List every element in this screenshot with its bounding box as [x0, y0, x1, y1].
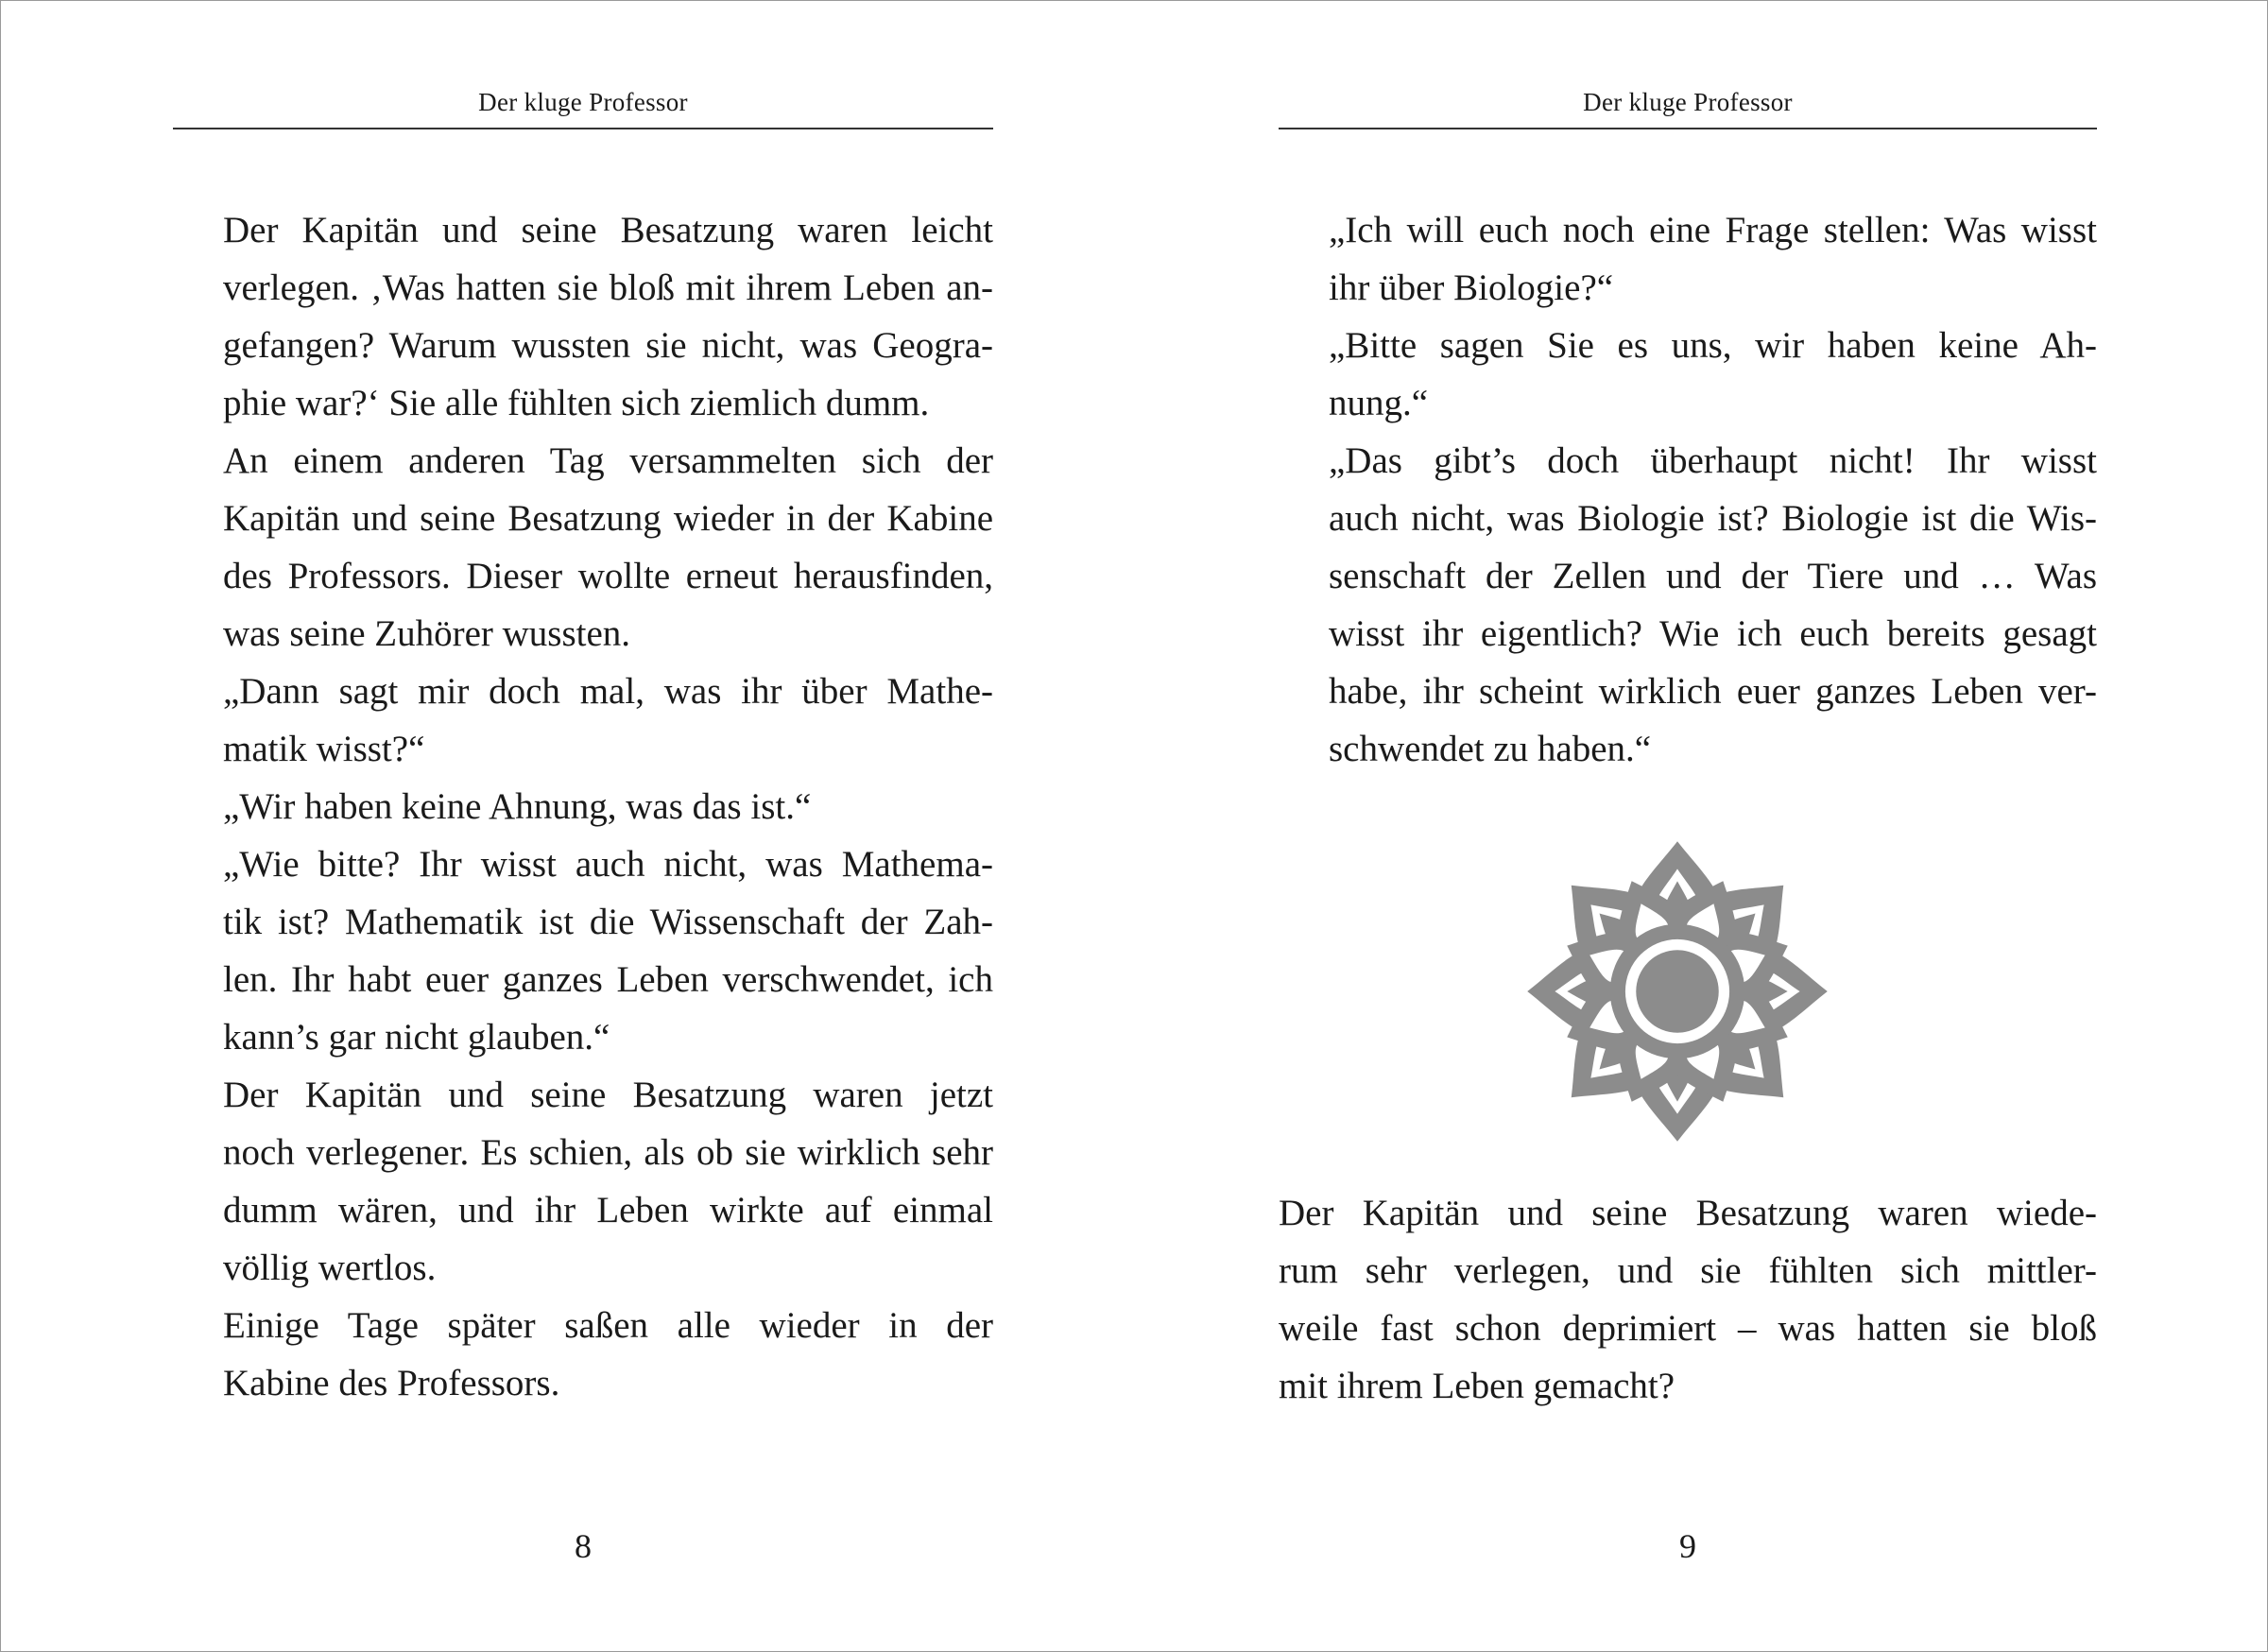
header-rule	[173, 128, 993, 129]
text-line: völlig wertlos.	[223, 1248, 437, 1288]
text-line: „Dann sagt mir doch mal, was ihr über Mathe-	[223, 671, 993, 712]
paragraph	[1279, 201, 2097, 317]
paragraph	[173, 835, 993, 1066]
text-line: Kapitän und seine Besatzung wieder in der Kabine	[223, 498, 993, 539]
text-line: matik wisst?“	[223, 729, 425, 769]
paragraph	[173, 201, 993, 432]
text-line: „Wir haben keine Ahnung, was das ist.“	[223, 786, 812, 827]
closing-paragraph	[1279, 1184, 2097, 1415]
text-line: Kabine des Professors.	[223, 1363, 560, 1403]
paragraph	[173, 432, 993, 663]
text-line: kann’s gar nicht glauben.“	[223, 1017, 610, 1058]
center-disc	[1636, 950, 1718, 1032]
text-line: auch nicht, was Biologie ist? Biologie ist die Wis-	[1329, 498, 2097, 539]
paragraph	[173, 1297, 993, 1412]
header-rule	[1279, 128, 2097, 129]
text-line: dumm wären, und ihr Leben wirkte auf einmal	[223, 1190, 993, 1230]
right-page	[1279, 1, 2097, 1651]
text-line: Der Kapitän und seine Besatzung waren wiede-	[1279, 1193, 2097, 1233]
text-line: mit ihrem Leben gemacht?	[1279, 1366, 1675, 1406]
left-body-text	[173, 201, 993, 1412]
lotus-flower-ornament-icon	[1524, 838, 1830, 1144]
page-number: 8	[575, 1527, 592, 1565]
text-line: was seine Zuhörer wussten.	[223, 613, 631, 654]
text-line: weile fast schon deprimiert – was hatten sie bloß	[1279, 1308, 2097, 1349]
text-line: „Das gibt’s doch überhaupt nicht! Ihr wisst	[1329, 440, 2097, 481]
lotus-flower-svg	[1524, 838, 1830, 1144]
text-line: gefangen? Warum wussten sie nicht, was Geogra-	[223, 325, 993, 366]
text-line: „Wie bitte? Ihr wisst auch nicht, was Mathema-	[223, 844, 993, 885]
text-line: Der Kapitän und seine Besatzung waren jetzt	[223, 1075, 993, 1115]
text-line: noch verlegener. Es schien, als ob sie wirklich sehr	[223, 1132, 993, 1173]
text-line: schwendet zu haben.“	[1329, 729, 1652, 769]
paragraph	[1279, 432, 2097, 778]
page-number: 9	[1679, 1527, 1696, 1565]
text-line: des Professors. Dieser wollte erneut herausfinden,	[223, 556, 993, 596]
paragraph	[1279, 317, 2097, 432]
paragraph	[173, 778, 993, 835]
text-line: tik ist? Mathematik ist die Wissenschaft der Zah-	[223, 902, 993, 942]
paragraph	[173, 1066, 993, 1297]
text-line: len. Ihr habt euer ganzes Leben verschwendet, ich	[223, 959, 993, 1000]
text-line: „Ich will euch noch eine Frage stellen: Was wisst	[1329, 210, 2097, 250]
text-line: wisst ihr eigentlich? Wie ich euch bereits gesagt	[1329, 613, 2097, 654]
text-line: phie war?‘ Sie alle fühlten sich ziemlich dumm.	[223, 383, 930, 423]
text-line: An einem anderen Tag versammelten sich der	[223, 440, 993, 481]
paragraph	[173, 663, 993, 778]
text-line: nung.“	[1329, 383, 1429, 423]
text-line: ihr über Biologie?“	[1329, 267, 1614, 308]
paragraph	[1279, 1184, 2097, 1415]
text-line: Einige Tage später saßen alle wieder in der	[223, 1305, 993, 1346]
right-body-text	[1279, 201, 2097, 778]
left-page	[173, 1, 993, 1651]
text-line: verlegen. ‚Was hatten sie bloß mit ihrem Leben an-	[223, 267, 993, 308]
running-head: Der kluge Professor	[478, 88, 688, 116]
text-line: habe, ihr scheint wirklich euer ganzes Leben ver-	[1329, 671, 2097, 712]
text-line: Der Kapitän und seine Besatzung waren leicht	[223, 210, 993, 250]
text-line: „Bitte sagen Sie es uns, wir haben keine Ah-	[1329, 325, 2097, 366]
text-line: rum sehr verlegen, und sie fühlten sich mittler-	[1279, 1250, 2097, 1291]
running-head: Der kluge Professor	[1583, 88, 1793, 116]
text-line: senschaft der Zellen und der Tiere und … Was	[1329, 556, 2097, 596]
